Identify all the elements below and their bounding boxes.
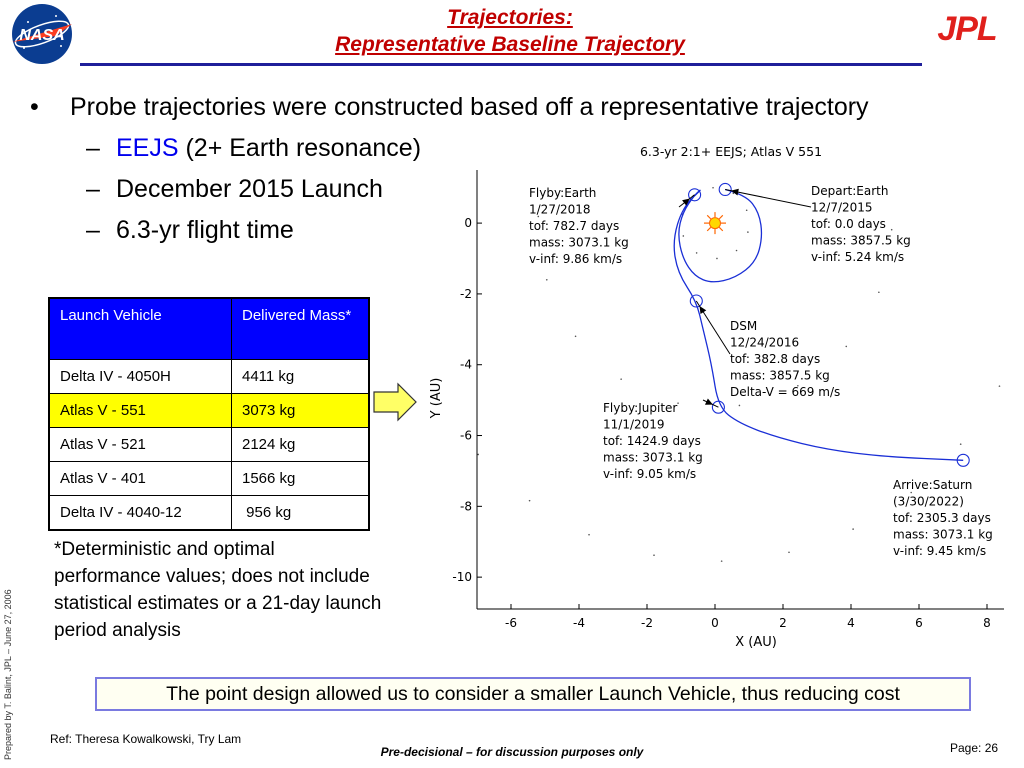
x-tick-label: -6 <box>505 616 517 630</box>
sun-ray <box>719 227 723 231</box>
orbit-dot <box>546 279 548 281</box>
event-label-line: Delta-V = 669 m/s <box>730 385 841 399</box>
event-label-line: tof: 1424.9 days <box>603 434 701 448</box>
table-cell: Atlas V - 401 <box>49 462 232 496</box>
orbit-dot <box>999 385 1001 387</box>
table-header-cell: Delivered Mass* <box>232 298 370 360</box>
event-label-line: DSM <box>730 319 758 333</box>
event-label-line: Flyby:Earth <box>529 186 597 200</box>
table-cell: 4411 kg <box>232 360 370 394</box>
sub-bullet-dash: – <box>86 134 100 162</box>
orbit-dot <box>788 552 790 554</box>
event-label-line: v-inf: 9.86 km/s <box>529 252 623 266</box>
event-label-line: tof: 382.8 days <box>730 352 821 366</box>
table-cell: Delta IV - 4050H <box>49 360 232 394</box>
orbit-dot <box>575 335 577 337</box>
orbit-dot <box>620 378 622 380</box>
table-row <box>49 360 369 394</box>
title-rule <box>80 63 922 66</box>
event-label-line: 11/1/2019 <box>603 417 665 432</box>
y-tick-label: -2 <box>460 286 472 301</box>
table-row <box>49 462 369 496</box>
bullet-dot: • <box>30 93 39 121</box>
sub-bullet-text: December 2015 Launch <box>116 175 383 203</box>
sub-bullet-launch <box>86 174 383 204</box>
table-cell: Atlas V - 551 <box>49 394 232 428</box>
eejs-link[interactable]: EEJS <box>116 134 179 162</box>
table-cell: 956 kg <box>232 496 370 530</box>
event-label-line: (3/30/2022) <box>893 494 964 509</box>
title-line-1: Trajectories: <box>447 6 573 29</box>
orbit-dot <box>588 534 590 536</box>
y-tick-label: -10 <box>452 570 472 585</box>
orbit-dot <box>739 405 741 407</box>
disclaimer: Pre-decisional – for discussion purposes only <box>380 745 644 759</box>
sub-bullet-eejs <box>86 133 421 163</box>
sub-bullet-dash: – <box>86 175 100 203</box>
y-tick-label: -8 <box>460 499 472 514</box>
jpl-logo-text: JPL <box>937 10 997 46</box>
event-label-line: mass: 3073.1 kg <box>529 235 629 250</box>
table-cell: 3073 kg <box>232 394 370 428</box>
event-label-line: tof: 2305.3 days <box>893 511 991 525</box>
reference-note: Ref: Theresa Kowalkowski, Try Lam <box>50 732 242 746</box>
event-label-line: mass: 3073.1 kg <box>603 450 703 465</box>
slide-title <box>230 4 790 58</box>
orbit-dot <box>696 252 698 254</box>
table-cell: Atlas V - 521 <box>49 428 232 462</box>
prepared-by-note: Prepared by T. Balint, JPL – June 27, 2006 <box>3 589 13 760</box>
nasa-logo <box>6 2 78 66</box>
x-tick-label: 2 <box>779 616 787 630</box>
event-label-line: 12/7/2015 <box>811 200 873 215</box>
sun-icon <box>704 212 726 234</box>
x-tick-label: -2 <box>641 616 653 630</box>
table-row-highlighted <box>49 394 369 428</box>
event-label-line: mass: 3073.1 kg <box>893 527 993 542</box>
x-tick-label: 0 <box>711 616 719 630</box>
y-axis-label: Y (AU) <box>429 377 444 419</box>
orbit-dot <box>960 443 962 445</box>
orbit-dot <box>852 528 854 530</box>
event-pointer-arrowhead <box>700 306 707 314</box>
nasa-logo-text: NASA <box>19 27 65 44</box>
orbit-dot <box>736 250 738 252</box>
x-tick-label: -4 <box>573 616 585 630</box>
conclusion-callout: The point design allowed us to consider a smaller Launch Vehicle, thus reducing cost <box>95 677 971 711</box>
event-label-line: 12/24/2016 <box>730 335 800 350</box>
event-label-line: 1/27/2018 <box>529 202 591 217</box>
sun-ray <box>707 227 711 231</box>
orbit-dot <box>891 229 893 231</box>
orbit-dot <box>653 554 655 556</box>
orbit-dot <box>747 231 749 233</box>
orbit-dot <box>845 346 847 348</box>
sun-ray <box>707 215 711 219</box>
right-arrow-icon <box>372 382 418 422</box>
y-tick-label: -6 <box>460 428 472 443</box>
table-header-cell: Launch Vehicle <box>49 298 232 360</box>
event-label-line: v-inf: 9.45 km/s <box>893 544 987 558</box>
x-tick-label: 8 <box>983 616 991 630</box>
title-line-2: Representative Baseline Trajectory <box>335 33 685 56</box>
sub-bullet-text: (2+ Earth resonance) <box>178 134 422 162</box>
sun-ray <box>719 215 723 219</box>
event-label-line: mass: 3857.5 kg <box>811 233 911 248</box>
orbit-dot <box>746 209 748 211</box>
footnote: *Deterministic and optimal performance values; does not include statistical estimates or a 21-day launch period analysis <box>54 539 382 641</box>
y-tick-label: 0 <box>464 216 472 231</box>
orbit-dot <box>529 500 531 502</box>
table-row <box>49 428 369 462</box>
event-label-line: Flyby:Jupiter <box>603 401 678 415</box>
event-label-line: v-inf: 5.24 km/s <box>811 250 905 264</box>
orbit-dot <box>677 402 679 404</box>
x-tick-label: 4 <box>847 616 855 630</box>
orbit-dot <box>716 258 718 260</box>
page-number: Page: 26 <box>950 741 999 755</box>
chart-title: 6.3-yr 2:1+ EEJS; Atlas V 551 <box>639 144 823 159</box>
x-axis-label: X (AU) <box>735 635 777 650</box>
sub-bullet-text: 6.3-yr flight time <box>116 216 294 244</box>
orbit-dot <box>712 187 714 189</box>
table-header-row <box>49 298 369 360</box>
event-marker <box>719 183 731 195</box>
orbit-dot <box>683 235 685 237</box>
sub-bullet-flight-time <box>86 215 294 245</box>
table-cell: Delta IV - 4040-12 <box>49 496 232 530</box>
event-label-line: tof: 782.7 days <box>529 219 620 233</box>
event-label-line: Depart:Earth <box>811 184 889 198</box>
sun-disc <box>710 218 721 229</box>
launch-vehicle-table <box>48 297 370 531</box>
sub-bullet-dash: – <box>86 216 100 244</box>
table-row <box>49 496 369 530</box>
trajectory-chart <box>420 136 1010 656</box>
x-tick-label: 6 <box>915 616 923 630</box>
event-label-line: Arrive:Saturn <box>893 478 973 492</box>
bullet-main <box>30 92 869 122</box>
orbit-dot <box>721 560 723 562</box>
table-cell: 1566 kg <box>232 462 370 496</box>
table-cell: 2124 kg <box>232 428 370 462</box>
orbit-dot <box>477 454 479 456</box>
jpl-logo <box>915 10 1019 46</box>
event-label-line: v-inf: 9.05 km/s <box>603 467 697 481</box>
event-label-line: mass: 3857.5 kg <box>730 368 830 383</box>
bullet-main-text: Probe trajectories were constructed based off a representative trajectory <box>70 93 869 121</box>
orbit-dot <box>878 291 880 293</box>
event-marker <box>712 401 724 413</box>
y-tick-label: -4 <box>460 357 472 372</box>
event-label-line: tof: 0.0 days <box>811 217 886 231</box>
